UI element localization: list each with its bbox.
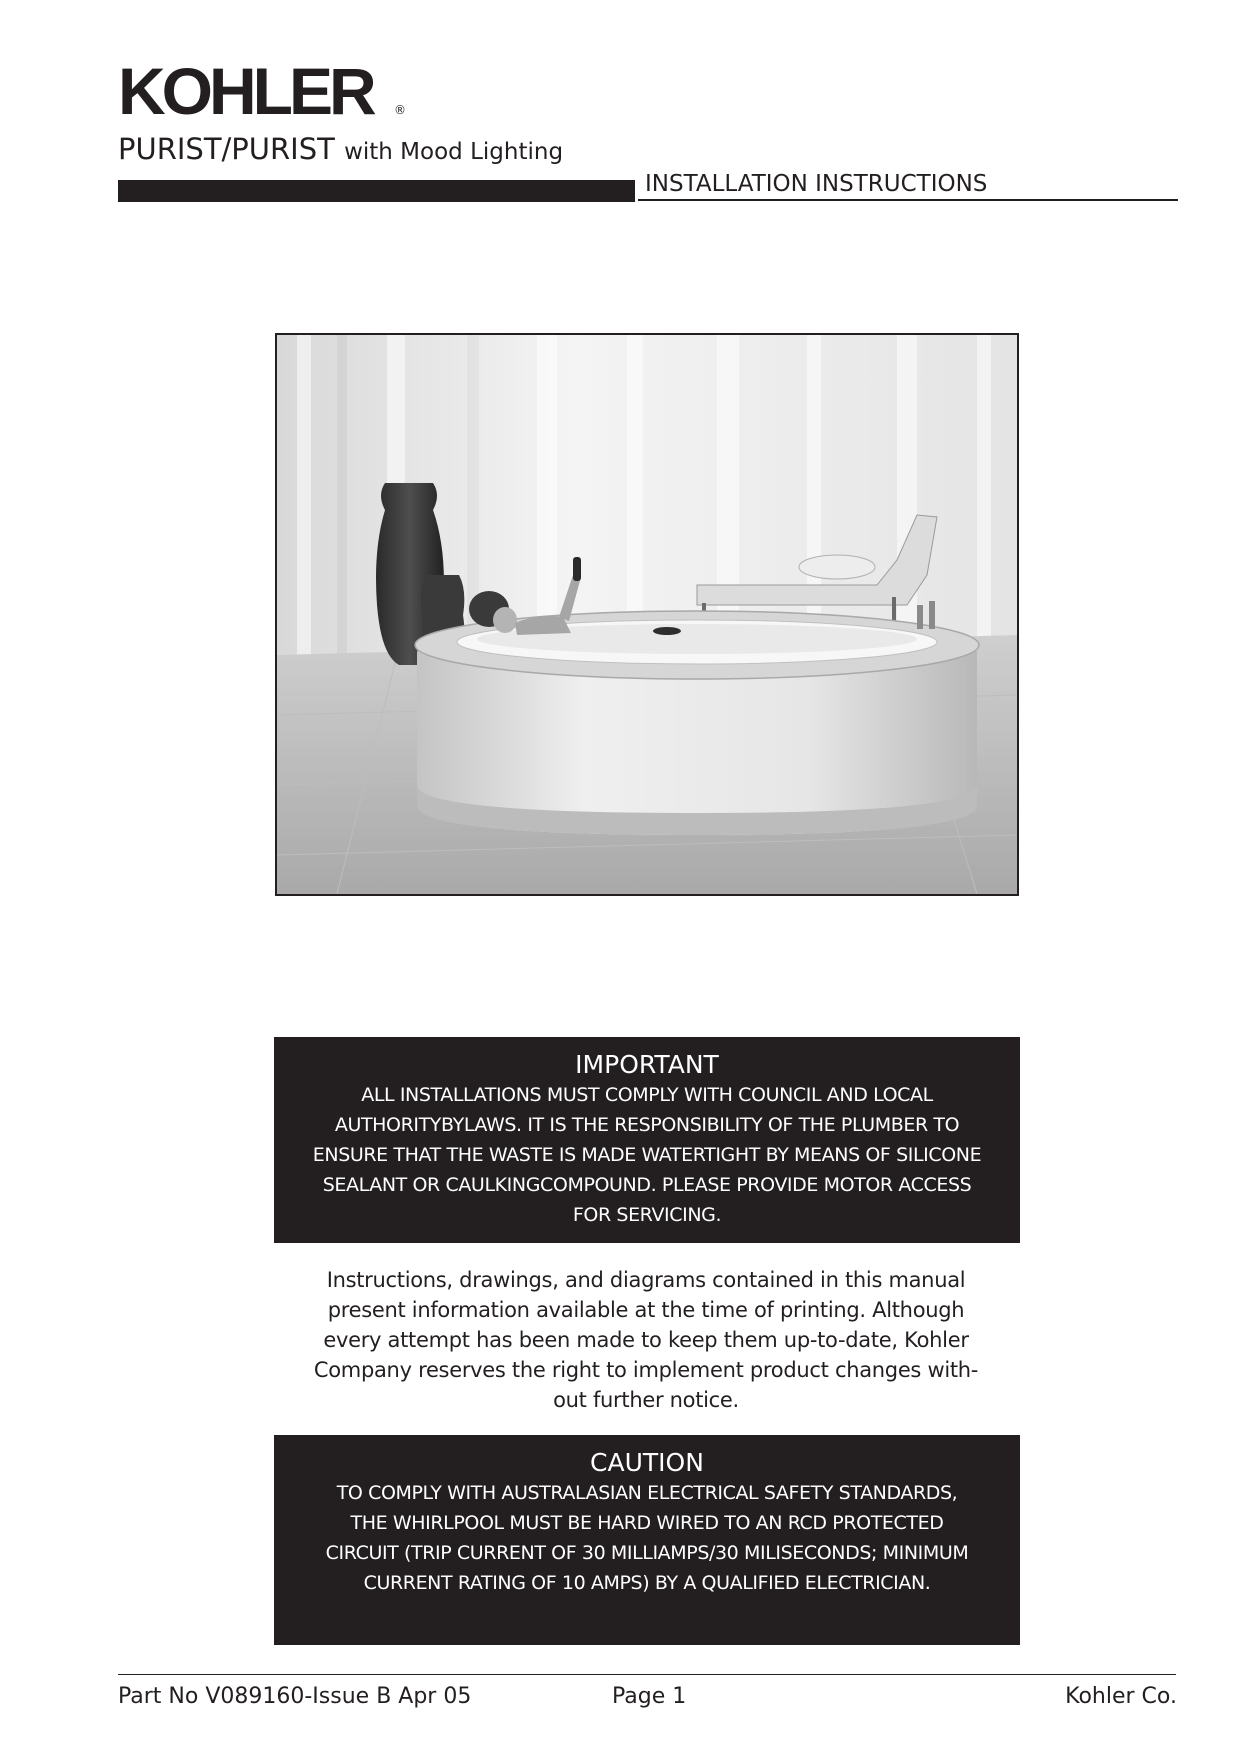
disclaimer-line: Instructions, drawings, and diagrams contained in this manual: [326, 1268, 966, 1292]
caution-title: CAUTION: [590, 1448, 704, 1477]
caution-line: TO COMPLY WITH AUSTRALASIAN ELECTRICAL SAFETY STANDARDS,: [336, 1482, 958, 1504]
page-number: Page 1: [612, 1684, 687, 1709]
important-line: SEALANT OR CAULKINGCOMPOUND. PLEASE PROVIDE MOTOR ACCESS: [322, 1174, 972, 1196]
important-line: FOR SERVICING.: [572, 1204, 722, 1226]
document-type-underline: [638, 199, 1178, 201]
title-bar: [118, 180, 635, 202]
caution-line: CURRENT RATING OF 10 AMPS) BY A QUALIFIED ELECTRICIAN.: [363, 1572, 931, 1594]
company-name: Kohler Co.: [1065, 1684, 1177, 1709]
caution-line: THE WHIRLPOOL MUST BE HARD WIRED TO AN RCD PROTECTED: [350, 1512, 944, 1534]
important-title: IMPORTANT: [575, 1050, 719, 1079]
disclaimer-line: Company reserves the right to implement product changes with-: [313, 1358, 979, 1382]
kohler-logo: [118, 54, 408, 128]
important-line: AUTHORITYBYLAWS. IT IS THE RESPONSIBILITY OF THE PLUMBER TO: [334, 1114, 960, 1136]
caution-line: CIRCUIT (TRIP CURRENT OF 30 MILLIAMPS/30 MILISECONDS; MINIMUM: [325, 1542, 969, 1564]
hero-photo: [275, 333, 1019, 896]
product-variant: with Mood Lighting: [344, 139, 564, 165]
disclaimer-line: out further notice.: [553, 1388, 739, 1412]
important-body: [292, 1080, 1002, 1230]
important-line: ALL INSTALLATIONS MUST COMPLY WITH COUNCIL AND LOCAL: [361, 1084, 933, 1106]
document-type: INSTALLATION INSTRUCTIONS: [645, 171, 988, 197]
important-notice: [274, 1037, 1020, 1243]
caution-notice: [274, 1435, 1020, 1645]
disclaimer-line: present information available at the time of printing. Although: [327, 1298, 965, 1322]
bath-scene-illustration: [277, 335, 1017, 894]
product-name: PURIST/PURIST: [118, 132, 335, 166]
part-number: Part No V089160-Issue B Apr 05: [118, 1684, 472, 1709]
footer-rule: [118, 1674, 1176, 1675]
disclaimer-line: every attempt has been made to keep them up-to-date, Kohler: [323, 1328, 969, 1352]
registered-mark: ®: [394, 103, 406, 117]
important-line: ENSURE THAT THE WASTE IS MADE WATERTIGHT BY MEANS OF SILICONE: [312, 1144, 982, 1166]
product-title: [118, 132, 563, 169]
caution-body: [292, 1478, 1002, 1598]
disclaimer-text: [310, 1265, 982, 1415]
kohler-logo-text: KOHLER: [118, 54, 373, 128]
